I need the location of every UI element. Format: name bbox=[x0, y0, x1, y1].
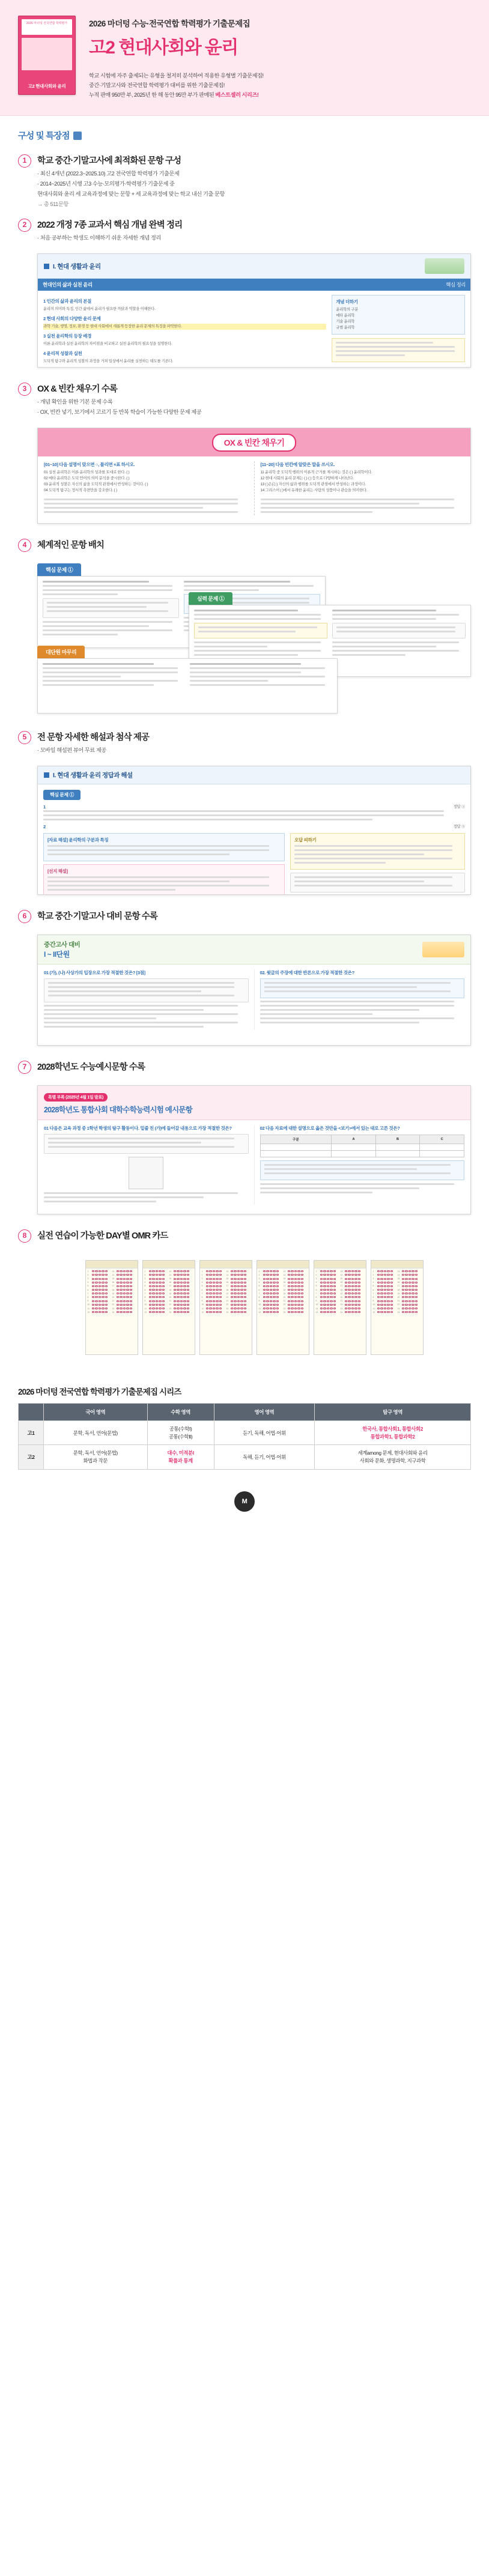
solution-label-c: 오답 피하기 bbox=[294, 837, 317, 843]
omr-cards-wrap bbox=[0, 1247, 489, 1369]
feature-block-3 bbox=[0, 376, 489, 420]
series-row-1-grade: 고2 bbox=[19, 1445, 44, 1469]
publisher-logo-icon: M bbox=[234, 1491, 255, 1512]
omr-card: 1 2 3 4 5 6 7 8 9 10 11 12 13 14 15 16 17 18 19 20 21 22 23 24 bbox=[314, 1260, 366, 1355]
series-row-0-grade: 고1 bbox=[19, 1421, 44, 1445]
midterm-left-head: 01 (가), (나) 사상가의 입장으로 가장 적절한 것은? [3점] bbox=[44, 969, 145, 975]
sample-page-2028 bbox=[37, 1085, 471, 1214]
exam-col-3: C bbox=[420, 1135, 464, 1144]
omr-card: 1 2 3 4 5 6 7 8 9 10 11 12 13 14 15 16 17 18 19 20 21 22 23 24 bbox=[85, 1260, 138, 1355]
ox-left-item-1: 02 메타 윤리학은 도덕 언어의 의미 분석을 중시한다. ( ) bbox=[44, 476, 130, 480]
concept-side-box bbox=[332, 295, 465, 335]
omr-card: 1 2 3 4 5 6 7 8 9 10 11 12 13 14 15 16 17 18 19 20 21 22 23 24 bbox=[371, 1260, 424, 1355]
series-row-1-inquiry bbox=[315, 1445, 471, 1469]
omr-cards-row bbox=[37, 1254, 471, 1361]
sample-page-ox-wrap bbox=[0, 420, 489, 532]
hero-desc-line-2: 중간·기말고사와 전국연합 학력평가 대비를 위한 기출문제집! bbox=[89, 82, 225, 89]
exam-banner bbox=[38, 1086, 470, 1120]
chapter-illustration bbox=[425, 258, 464, 274]
pencil-icon bbox=[73, 132, 82, 140]
feature-block-2 bbox=[0, 212, 489, 246]
cover-title: 고2 현대사회와 윤리 bbox=[28, 83, 66, 89]
cover-top-text: 2026 마더텅 전국연합 학력평가 bbox=[22, 19, 72, 35]
series-row-1-inquiry-main: 세계among 문제, 현대사회와 윤리 bbox=[357, 1450, 428, 1456]
midterm-tab-range: I ~ II단원 bbox=[44, 950, 70, 959]
sample-pages-structure-wrap bbox=[0, 556, 489, 724]
feature-sub-3-0: · 개념 확인을 위한 기본 문제 수록 bbox=[37, 399, 113, 405]
hero-description bbox=[89, 71, 264, 100]
series-col-4: 탐구 영역 bbox=[315, 1403, 471, 1421]
series-row-1-korean bbox=[44, 1445, 148, 1469]
sample-page-solution-wrap bbox=[0, 759, 489, 903]
ox-right-item-3: 14 그리스어 ( )에서 유래한 윤리는 사람의 성품이나 관습을 의미한다. bbox=[260, 488, 368, 492]
table-row bbox=[19, 1445, 471, 1469]
solution-label-a: [자료 해설] 윤리학의 구분과 특징 bbox=[47, 837, 109, 843]
series-row-0-math-main: 공통(수학Ⅰ) bbox=[169, 1426, 192, 1432]
hero-desc-line-1: 학교 시험에 자주 출제되는 유형을 철저히 분석하여 적용한 유형별 기출문제집! bbox=[89, 73, 264, 79]
feature-title-6: 학교 중간·기말고사 대비 문항 수록 bbox=[37, 911, 157, 921]
exam-figure bbox=[129, 1157, 163, 1189]
feature-title-4: 체계적인 문항 배치 bbox=[37, 540, 105, 550]
feature-sub-1-2: 현대사회와 윤리 세 교육과정에 맞는 문항 + 세 교육과정에 맞는 학교 내신 기출 문항 bbox=[37, 190, 225, 197]
series-row-0-korean-main: 문학, 독서, 언어(문법) bbox=[73, 1429, 118, 1436]
series-row-1-english: 독해, 듣기, 어법·어휘 bbox=[214, 1445, 315, 1469]
exam-col-0: 구분 bbox=[260, 1135, 332, 1144]
concept-block-t-0: 윤리의 의미와 특징, 인간 삶에서 윤리가 필요한 까닭과 역할을 이해한다. bbox=[43, 307, 156, 312]
series-row-1-korean-main: 문학, 독서, 언어(문법) bbox=[73, 1450, 118, 1456]
chapter-label: I. 현대 생활과 윤리 bbox=[53, 262, 101, 270]
solution-q1-answer: 정답 ③ bbox=[453, 804, 465, 809]
ox-band bbox=[38, 428, 470, 456]
book-cover-thumbnail bbox=[18, 16, 76, 95]
solution-q1-num: 1 bbox=[43, 804, 46, 810]
concept-side-item-2: 기술 윤리학 bbox=[336, 320, 355, 324]
omr-card: 1 2 3 4 5 6 7 8 9 10 11 12 13 14 15 16 17 18 19 20 21 22 23 24 bbox=[142, 1260, 195, 1355]
exam-col-2: B bbox=[375, 1135, 420, 1144]
concept-block-h-2: 3 실천 윤리학의 등장 배경 bbox=[43, 333, 92, 339]
solution-tab: 핵심 문제 ① bbox=[43, 790, 80, 800]
exam-left-head: 01 다음은 교육 과정 중 1학년 학생의 탐구 활동이다. 밑줄 친 (가)에 들어갈 내용으로 가장 적절한 것은? bbox=[44, 1125, 232, 1131]
midterm-tab-label: 중간고사 대비 bbox=[44, 941, 80, 948]
exam-badge: 특별 부록 (2025년 4월 1일 발표) bbox=[44, 1093, 108, 1102]
feature-number-3: 3 bbox=[18, 383, 31, 396]
sample-page-midterm bbox=[37, 935, 471, 1046]
series-col-1: 국어 영역 bbox=[44, 1403, 148, 1421]
midterm-banner bbox=[38, 935, 470, 965]
sample-tag-right: 핵심 정리 bbox=[446, 282, 466, 288]
feature-sub-5-0: · 모바일 해설편 뷰어 무료 제공 bbox=[37, 747, 106, 753]
ox-right-item-1: 12 현대 사회의 윤리 문제는 ( )·( ) 등으로 다양하게 나타난다. bbox=[260, 476, 354, 480]
concept-block-h-3: 4 윤리적 성찰과 실천 bbox=[43, 351, 82, 357]
hero-desc-line-3-pre: 누적 판매 950만 부, 2025년 한 해 동안 95만 부가 판매된 bbox=[89, 92, 216, 98]
sheet-tab-advanced: 실력 문제 ① bbox=[189, 592, 232, 605]
table-row bbox=[19, 1421, 471, 1445]
hero-desc-line-3 bbox=[89, 90, 264, 100]
series-row-1-korean-sub: 화법과 작문 bbox=[83, 1458, 108, 1464]
feature-number-1: 1 bbox=[18, 154, 31, 168]
feature-subs-2 bbox=[37, 234, 471, 243]
series-row-0-korean bbox=[44, 1421, 148, 1445]
feature-sub-2-0: · 처음 공부하는 학생도 이해하기 쉬운 자세한 개념 정리 bbox=[37, 235, 161, 241]
sample-page-2028-wrap bbox=[0, 1078, 489, 1223]
omr-card: 1 2 3 4 5 6 7 8 9 10 11 12 13 14 15 16 17 18 19 20 21 22 23 24 bbox=[257, 1260, 309, 1355]
exam-inner-table bbox=[260, 1135, 465, 1157]
feature-number-4: 4 bbox=[18, 539, 31, 552]
feature-block-6 bbox=[0, 903, 489, 927]
exam-right-head: 02 다음 자료에 대한 설명으로 옳은 것만을 <보기>에서 있는 대로 고른 것은? bbox=[260, 1125, 400, 1131]
series-row-0-inquiry-sub: 통합과학1, 통합과학2 bbox=[370, 1433, 415, 1440]
concept-side-item-1: 메타 윤리학 bbox=[336, 314, 355, 318]
omr-card: 1 2 3 4 5 6 7 8 9 10 11 12 13 14 15 16 17 18 19 20 21 22 23 24 bbox=[199, 1260, 252, 1355]
midterm-illustration bbox=[422, 942, 464, 957]
series-table bbox=[18, 1403, 471, 1470]
concept-block-h-1: 2 현대 사회의 다양한 윤리 문제 bbox=[43, 316, 101, 322]
feature-number-6: 6 bbox=[18, 910, 31, 923]
sample-page-midterm-wrap bbox=[0, 927, 489, 1054]
concept-side-title: 개념 더하기 bbox=[336, 299, 358, 305]
sample-page-solution bbox=[37, 766, 471, 895]
feature-subs-5 bbox=[37, 746, 471, 756]
concept-block-h-0: 1 인간의 삶과 윤리의 본질 bbox=[43, 299, 92, 305]
feature-sub-1-0: · 최신 4개년 (2022.3~2025.10) 고2 전국연합 학력평가 기출문제 bbox=[37, 171, 180, 177]
series-col-0 bbox=[19, 1403, 44, 1421]
sample-page-ox bbox=[37, 428, 471, 524]
ox-right-item-0: 11 윤리학 중 도덕적 행위의 이론적 근거를 제시하는 것은 ( ) 윤리학이다. bbox=[260, 470, 372, 474]
sample-page-concept bbox=[37, 253, 471, 368]
exam-title: 2028학년도 통합사회 대학수학능력시험 예시문항 bbox=[44, 1105, 192, 1114]
ox-left-item-3: 04 도덕적 탐구는 정서적 측면만을 강조한다. ( ) bbox=[44, 488, 117, 492]
concept-side-item-3: 규범 윤리학 bbox=[336, 326, 355, 330]
feature-block-4 bbox=[0, 532, 489, 556]
feature-number-5: 5 bbox=[18, 731, 31, 744]
ox-left-item-0: 01 실천 윤리학은 이론 윤리학의 성과를 토대로 한다. ( ) bbox=[44, 470, 130, 474]
series-row-0-inquiry-main: 한국사, 통합사회1, 통합사회2 bbox=[362, 1426, 424, 1432]
feature-number-2: 2 bbox=[18, 219, 31, 232]
ox-right-item-2: 13 ( )은(는) 자신의 삶과 행위를 도덕적 관점에서 반성하는 과정이다. bbox=[260, 482, 366, 486]
section-heading bbox=[0, 116, 489, 148]
series-section bbox=[0, 1369, 489, 1480]
series-title: 2026 마더텅 전국연합 학력평가 기출문제집 시리즈 bbox=[18, 1387, 181, 1396]
series-table-header-row bbox=[19, 1403, 471, 1421]
feature-title-3: OX & 빈칸 채우기 수록 bbox=[37, 384, 117, 395]
feature-title-5: 전 문항 자세한 해설과 첨삭 제공 bbox=[37, 732, 150, 742]
solution-chapter-title bbox=[38, 766, 470, 784]
sample-page-concept-wrap bbox=[0, 246, 489, 376]
feature-subs-1 bbox=[37, 169, 471, 209]
feature-block-5 bbox=[0, 724, 489, 759]
hero-text bbox=[89, 16, 264, 100]
sheet-tab-wrapup: 대단원 마무리 bbox=[37, 646, 85, 658]
sheet-tab-core: 핵심 문제 ① bbox=[37, 563, 81, 576]
section-heading-label: 구성 및 특장점 bbox=[18, 132, 70, 142]
ox-right-head: [11~20] 다음 빈칸에 알맞은 말을 쓰시오. bbox=[260, 461, 335, 467]
concept-side-item-0: 윤리학의 구분 bbox=[336, 308, 358, 312]
series-col-2: 수학 영역 bbox=[147, 1403, 214, 1421]
solution-q2-num: 2 bbox=[43, 824, 46, 830]
hero-desc-emphasis: 베스트셀러 시리즈! bbox=[215, 92, 259, 98]
feature-sub-1-1: · 2014~2025년 시행 고3 수능·모의평가·학력평가 기출문제 중 bbox=[37, 181, 175, 187]
feature-subs-3 bbox=[37, 398, 471, 417]
feature-title-2: 2022 개정 7종 교과서 핵심 개념 완벽 정리 bbox=[37, 220, 183, 231]
feature-block-7 bbox=[0, 1054, 489, 1078]
hero-title: 고2 현대사회와 윤리 bbox=[89, 38, 238, 58]
feature-title-1: 학교 중간·기말고사에 최적화된 문항 구성 bbox=[37, 156, 181, 166]
solution-chapter-label: I. 현대 생활과 윤리 정답과 해설 bbox=[53, 771, 133, 779]
feature-number-8: 8 bbox=[18, 1229, 31, 1243]
concept-block-t-1: 과학 기술, 생명, 정보, 환경 등 현대 사회에서 새롭게 등장한 윤리 문제의 특징을 파악한다. bbox=[43, 324, 326, 330]
series-row-0-english: 듣기, 독해, 어법·어휘 bbox=[214, 1421, 315, 1445]
midterm-right-head: 02. 윗글의 주장에 대한 반론으로 가장 적절한 것은? bbox=[260, 969, 354, 975]
series-row-0-math-sub: 공통(수학Ⅱ) bbox=[168, 1433, 193, 1440]
chapter-square-icon-2 bbox=[44, 772, 49, 778]
ox-band-title: OX & 빈칸 채우기 bbox=[212, 434, 297, 452]
feature-title-7: 2028학년도 수능예시문항 수록 bbox=[37, 1062, 145, 1072]
concept-side-box-2 bbox=[332, 338, 465, 362]
sample-chapter-title bbox=[38, 254, 470, 279]
feature-block-1 bbox=[0, 148, 489, 212]
sample-sub-bar: 현대인의 삶과 실천 윤리 핵심 정리 bbox=[38, 279, 470, 291]
cover-illustration bbox=[22, 38, 72, 70]
footer bbox=[0, 1480, 489, 1530]
chapter-square-icon bbox=[44, 264, 49, 269]
feature-block-8 bbox=[0, 1223, 489, 1247]
series-row-0-math bbox=[147, 1421, 214, 1445]
hero-banner bbox=[0, 0, 489, 116]
series-row-1-math-sub: 확률과 통계 bbox=[168, 1458, 193, 1464]
solution-label-b: [선지 해설] bbox=[47, 868, 68, 874]
ox-left-item-2: 03 윤리적 성찰은 자신의 삶을 도덕적 관점에서 반성하는 것이다. ( ) bbox=[44, 482, 148, 486]
series-row-1-inquiry-sub: 사회와 문화, 생명과학, 지구과학 bbox=[359, 1458, 426, 1464]
series-row-1-math bbox=[147, 1445, 214, 1469]
series-row-1-math-main: 대수, 미적분Ⅰ bbox=[167, 1450, 194, 1456]
feature-sub-1-3: → 총 511문항 bbox=[37, 201, 68, 207]
feature-number-7: 7 bbox=[18, 1061, 31, 1074]
sheet-unit-wrapup bbox=[37, 646, 338, 714]
feature-sub-3-1: · OX, 빈칸 넣기, 보기에서 고르기 등 반복 학습이 가능한 다양한 문제 제공 bbox=[37, 409, 202, 416]
concept-block-t-3: 도덕적 탐구와 윤리적 성찰의 과정을 거쳐 일상에서 윤리를 실천하는 태도를 기른다. bbox=[43, 359, 173, 364]
concept-block-t-2: 이론 윤리학과 실천 윤리학의 차이점을 비교하고 실천 윤리학의 필요성을 설명한다. bbox=[43, 342, 172, 347]
exam-col-1: A bbox=[332, 1135, 376, 1144]
series-col-3: 영어 영역 bbox=[214, 1403, 315, 1421]
series-row-0-inquiry bbox=[315, 1421, 471, 1445]
hero-series-label: 2026 마더텅 수능·전국연합 학력평가 기출문제집 bbox=[89, 19, 251, 28]
solution-q2-answer: 정답 ⑤ bbox=[453, 824, 465, 829]
sample-pages-structure bbox=[37, 563, 471, 714]
feature-title-8: 실전 연습이 가능한 DAY별 OMR 카드 bbox=[37, 1231, 168, 1241]
ox-left-head: [01~10] 다음 설명이 맞으면 ○, 틀리면 ×표 하시오. bbox=[44, 461, 135, 467]
